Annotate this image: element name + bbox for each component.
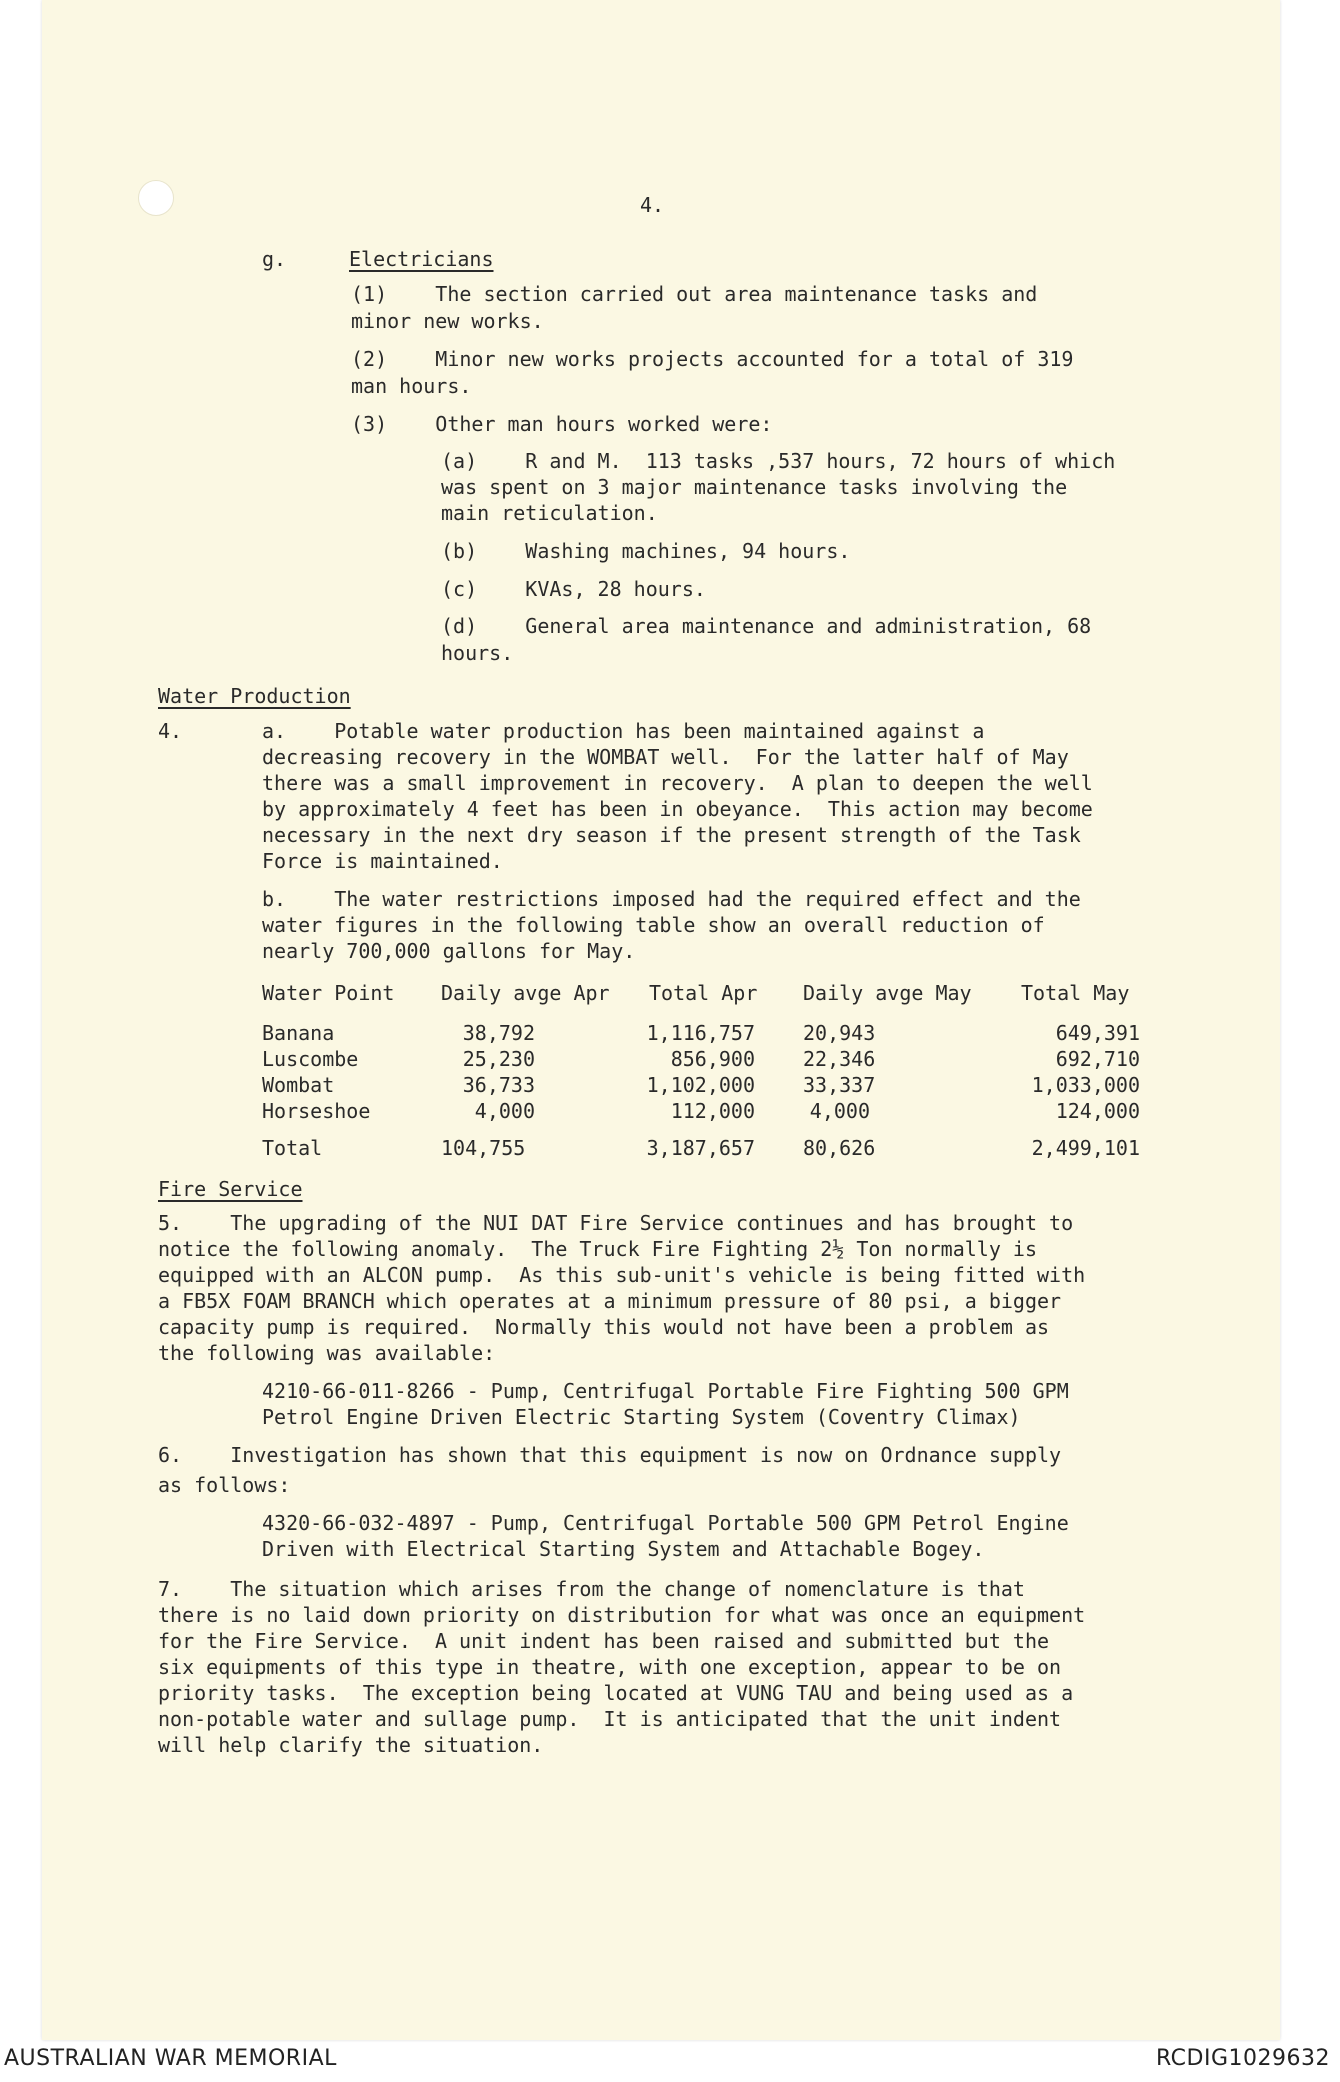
fire-p7-line6: non-potable water and sullage pump. It is anticipated that the unit indent — [158, 1707, 1062, 1731]
water-a-line1: a. Potable water production has been maintained against a — [262, 719, 985, 743]
table-cell-total-may: 124,000 — [1055, 1099, 1140, 1123]
fire-p6-line1: 6. Investigation has shown that this equipment is now on Ordnance supply — [158, 1443, 1062, 1467]
fire-p7-line5: priority tasks. The exception being located at VUNG TAU and being used as a — [158, 1681, 1074, 1705]
punch-hole — [138, 180, 174, 216]
table-total-total-apr: 3,187,657 — [646, 1136, 755, 1160]
table-header-water-point: Water Point — [262, 981, 395, 1005]
electricians-p1-line2: minor new works. — [351, 309, 544, 333]
heading-fire-service: Fire Service — [158, 1177, 303, 1201]
table-cell-total-apr: 1,102,000 — [646, 1073, 755, 1097]
fire-p5-line2: notice the following anomaly. The Truck Fire Fighting 2½ Ton normally is — [158, 1237, 1037, 1261]
table-cell-total-may: 1,033,000 — [1031, 1073, 1140, 1097]
electricians-b: (b) Washing machines, 94 hours. — [441, 539, 851, 563]
fire-p5-line3: equipped with an ALCON pump. As this sub-unit's vehicle is being fitted with — [158, 1263, 1086, 1287]
table-header-total-may: Total May — [1021, 981, 1130, 1005]
water-a-line6: Force is maintained. — [262, 849, 503, 873]
water-a-line2: decreasing recovery in the WOMBAT well. For the latter half of May — [262, 745, 1069, 769]
table-total-daily-apr: 104,755 — [441, 1136, 526, 1160]
water-a-line5: necessary in the next dry season if the present strength of the Task — [262, 823, 1081, 847]
table-cell-total-apr: 112,000 — [670, 1099, 755, 1123]
table-header-daily-avge-may: Daily avge May — [803, 981, 972, 1005]
fire-p7-line1: 7. The situation which arises from the change of nomenclature is that — [158, 1577, 1025, 1601]
table-cell-daily-may: 20,943 — [803, 1021, 876, 1045]
electricians-d-line2: hours. — [441, 641, 514, 665]
fire-item1-line2: Petrol Engine Driven Electric Starting System (Coventry Climax) — [262, 1405, 1021, 1429]
fire-p7-line2: there is no laid down priority on distribution for what was once an equipment — [158, 1603, 1086, 1627]
water-b-line3: nearly 700,000 gallons for May. — [262, 939, 636, 963]
table-cell-total-may: 649,391 — [1055, 1021, 1140, 1045]
table-cell-daily-apr: 25,230 — [462, 1047, 535, 1071]
fire-p5-line5: capacity pump is required. Normally this would not have been a problem as — [158, 1315, 1050, 1339]
table-header-total-apr: Total Apr — [649, 981, 758, 1005]
water-a-line3: there was a small improvement in recovery. A plan to deepen the well — [262, 771, 1093, 795]
fire-item1-line1: 4210-66-011-8266 - Pump, Centrifugal Portable Fire Fighting 500 GPM — [262, 1379, 1069, 1403]
heading-water-production: Water Production — [158, 684, 351, 708]
page-number: 4. — [640, 193, 665, 217]
table-cell-daily-may: 33,337 — [803, 1073, 876, 1097]
electricians-a-line1: (a) R and M. 113 tasks ,537 hours, 72 hours of which — [441, 449, 1116, 473]
footer-catalogue-id: RCDIG1029632 — [1155, 2046, 1330, 2071]
electricians-p2-line2: man hours. — [351, 374, 472, 398]
fire-p6-line2: as follows: — [158, 1473, 291, 1497]
fire-p7-line7: will help clarify the situation. — [158, 1733, 544, 1757]
fire-p7-line3: for the Fire Service. A unit indent has been raised and submitted but the — [158, 1629, 1050, 1653]
electricians-p1-line1: (1) The section carried out area maintenance tasks and — [351, 282, 1038, 306]
water-b-line2: water figures in the following table show an overall reduction of — [262, 913, 1045, 937]
water-para-number: 4. — [158, 719, 183, 743]
electricians-d-line1: (d) General area maintenance and administration, 68 — [441, 614, 1092, 638]
table-cell-daily-may: 22,346 — [803, 1047, 876, 1071]
table-cell-daily-apr: 36,733 — [462, 1073, 535, 1097]
fire-item2-line1: 4320-66-032-4897 - Pump, Centrifugal Portable 500 GPM Petrol Engine — [262, 1511, 1069, 1535]
table-cell-total-apr: 1,116,757 — [646, 1021, 755, 1045]
fire-p5-line1: 5. The upgrading of the NUI DAT Fire Service continues and has brought to — [158, 1211, 1074, 1235]
table-cell-point: Wombat — [262, 1073, 335, 1097]
footer-source: AUSTRALIAN WAR MEMORIAL — [4, 2046, 337, 2071]
electricians-c: (c) KVAs, 28 hours. — [441, 577, 706, 601]
electricians-a-line3: main reticulation. — [441, 501, 658, 525]
fire-p5-line6: the following was available: — [158, 1341, 496, 1365]
water-b-line1: b. The water restrictions imposed had the required effect and the — [262, 887, 1081, 911]
table-total-label: Total — [262, 1136, 323, 1160]
heading-electricians: Electricians — [349, 247, 494, 271]
electricians-p3: (3) Other man hours worked were: — [351, 412, 773, 436]
table-total-total-may: 2,499,101 — [1031, 1136, 1140, 1160]
fire-item2-line2: Driven with Electrical Starting System and Attachable Bogey. — [262, 1537, 985, 1561]
table-cell-daily-apr: 4,000 — [474, 1099, 535, 1123]
fire-p5-line4: a FB5X FOAM BRANCH which operates at a minimum pressure of 80 psi, a bigger — [158, 1289, 1062, 1313]
fire-p7-line4: six equipments of this type in theatre, with one exception, appear to be on — [158, 1655, 1062, 1679]
table-cell-point: Luscombe — [262, 1047, 359, 1071]
section-label-g: g. — [262, 247, 287, 271]
table-cell-point: Horseshoe — [262, 1099, 371, 1123]
table-cell-total-apr: 856,900 — [670, 1047, 755, 1071]
electricians-p2-line1: (2) Minor new works projects accounted for a total of 319 — [351, 347, 1074, 371]
table-header-daily-avge-apr: Daily avge Apr — [441, 981, 610, 1005]
table-cell-point: Banana — [262, 1021, 335, 1045]
electricians-a-line2: was spent on 3 major maintenance tasks involving the — [441, 475, 1068, 499]
table-total-daily-may: 80,626 — [803, 1136, 876, 1160]
water-a-line4: by approximately 4 feet has been in obeyance. This action may become — [262, 797, 1093, 821]
table-cell-daily-may: 4,000 — [809, 1099, 870, 1123]
table-cell-total-may: 692,710 — [1055, 1047, 1140, 1071]
table-cell-daily-apr: 38,792 — [462, 1021, 535, 1045]
